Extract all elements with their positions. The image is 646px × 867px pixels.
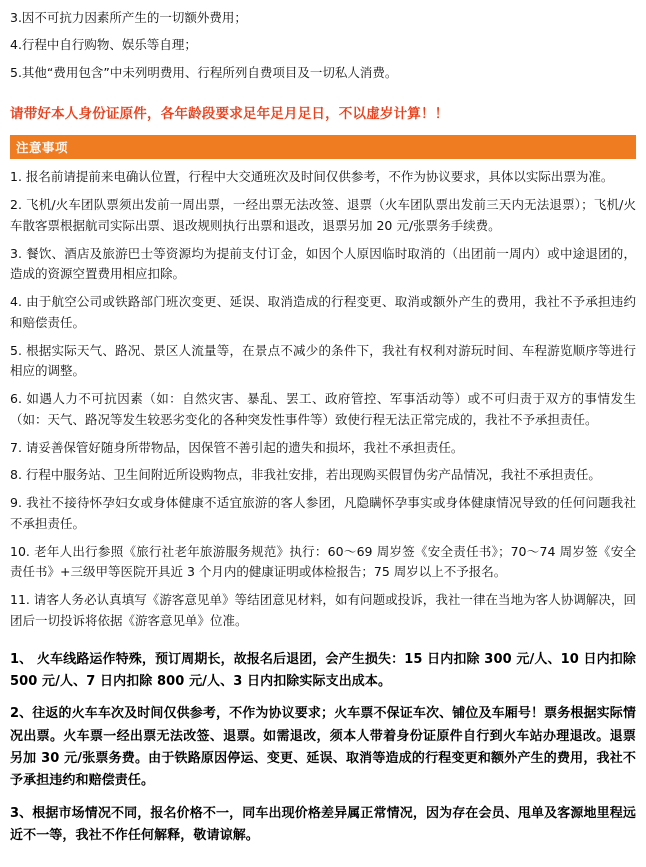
terms-list [10,167,636,631]
id-card-red-notice: 请带好本人身份证原件，各年龄段要求足年足月足日，不以虚岁计算！！ [10,105,449,122]
top-clause-item: 3.因不可抗力因素所产生的一切额外费用； [10,10,247,25]
bold-clause-item: 2、往返的火车车次及时间仅供参考，不作为协议要求；火车票不保证车次、铺位及车厢号！票务根据实际情况出票。火车票一经出票无法改签、退票。如需退改，须本人带着身份证原件自行到火车站办理退改。退票另加 30 元/张票务费。由于铁路原因停运、变更、延误、取消等造成的行程变更和额外产生的费用，我社不予承担违约和赔偿责任。 [10,706,636,789]
term-item: 6. 如遇人力不可抗因素（如：自然灾害、暴乱、罢工、政府管控、军事活动等）或不可归责于双方的事情发生（如：天气、路况等发生较恶劣变化的各种突发性事件等）致使行程无法正常完成的，我社不予承担责任。 [10,391,636,427]
term-item: 3. 餐饮、酒店及旅游巴士等资源均为提前支付订金，如因个人原因临时取消的（出团前一周内）或中途退团的，造成的资源空置费用相应扣除。 [10,245,636,282]
term-item: 2. 飞机/火车团队票须出发前一周出票，一经出票无法改签、退票（火车团队票出发前三天内无法退票）；飞机/火车散客票根据航司实际出票、退改规则执行出票和退改，退票另加 20 元/张票务手续费。 [10,197,636,233]
term-item: 4. 由于航空公司或铁路部门班次变更、延误、取消造成的行程变更、取消或额外产生的费用，我社不予承担违约和赔偿责任。 [10,294,636,330]
term-item: 10. 老年人出行参照《旅行社老年旅游服务规范》执行：60～69 周岁签《安全责任书》；70～74 周岁签《安全责任书》+三级甲等医院开具近 3 个月内的健康证明或体检报告；75 周岁以上不予报名。 [10,543,636,580]
bold-clause-item: 1、 火车线路运作特殊，预订周期长，故报名后退团，会产生损失：15 日内扣除 300 元/人、10 日内扣除 500 元/人、7 日内扣除 800 元/人、3 日内扣除实际支出成本。 [10,651,636,689]
term-item: 1. 报名前请提前来电确认位置，行程中大交通班次及时间仅供参考，不作为协议要求，具体以实际出票为准。 [10,169,614,185]
spacer [10,639,636,649]
spacer [10,90,636,94]
bold-clause-list [10,649,636,848]
term-item: 7. 请妥善保管好随身所带物品，因保管不善引起的遗失和损坏，我社不承担责任。 [10,439,464,455]
section-header-notes: 注意事项 [10,135,636,159]
top-clause-item: 5.其他“费用包含”中未列明费用、行程所列自费项目及一切私人消费。 [10,64,398,80]
term-item: 5. 根据实际天气、路况、景区人流量等，在景点不减少的条件下，我社有权利对游玩时间、车程游览顺序等进行相应的调整。 [10,342,636,379]
bold-clause-item: 3、根据市场情况不同，报名价格不一，同车出现价格差异属正常情况，因为存在会员、甩单及客源地里程远近不一等，我社不作任何解释，敬请谅解。 [10,805,636,844]
term-item: 8. 行程中服务站、卫生间附近所设购物点，非我社安排，若出现购买假冒伪劣产品情况，我社不承担责任。 [10,467,601,483]
top-clause-item: 4.行程中自行购物、娱乐等自理； [10,37,197,53]
top-clause-list [10,8,636,83]
term-item: 11. 请客人务必认真填写《游客意见单》等结团意见材料，如有问题或投诉，我社一律在当地为客人协调解决，回团后一切投诉将依据《游客意见单》位准。 [10,592,636,628]
term-item: 9. 我社不接待怀孕妇女或身体健康不适宜旅游的客人参团，凡隐瞒怀孕事实或身体健康情况导致的任何问题我社不承担责任。 [10,495,636,531]
